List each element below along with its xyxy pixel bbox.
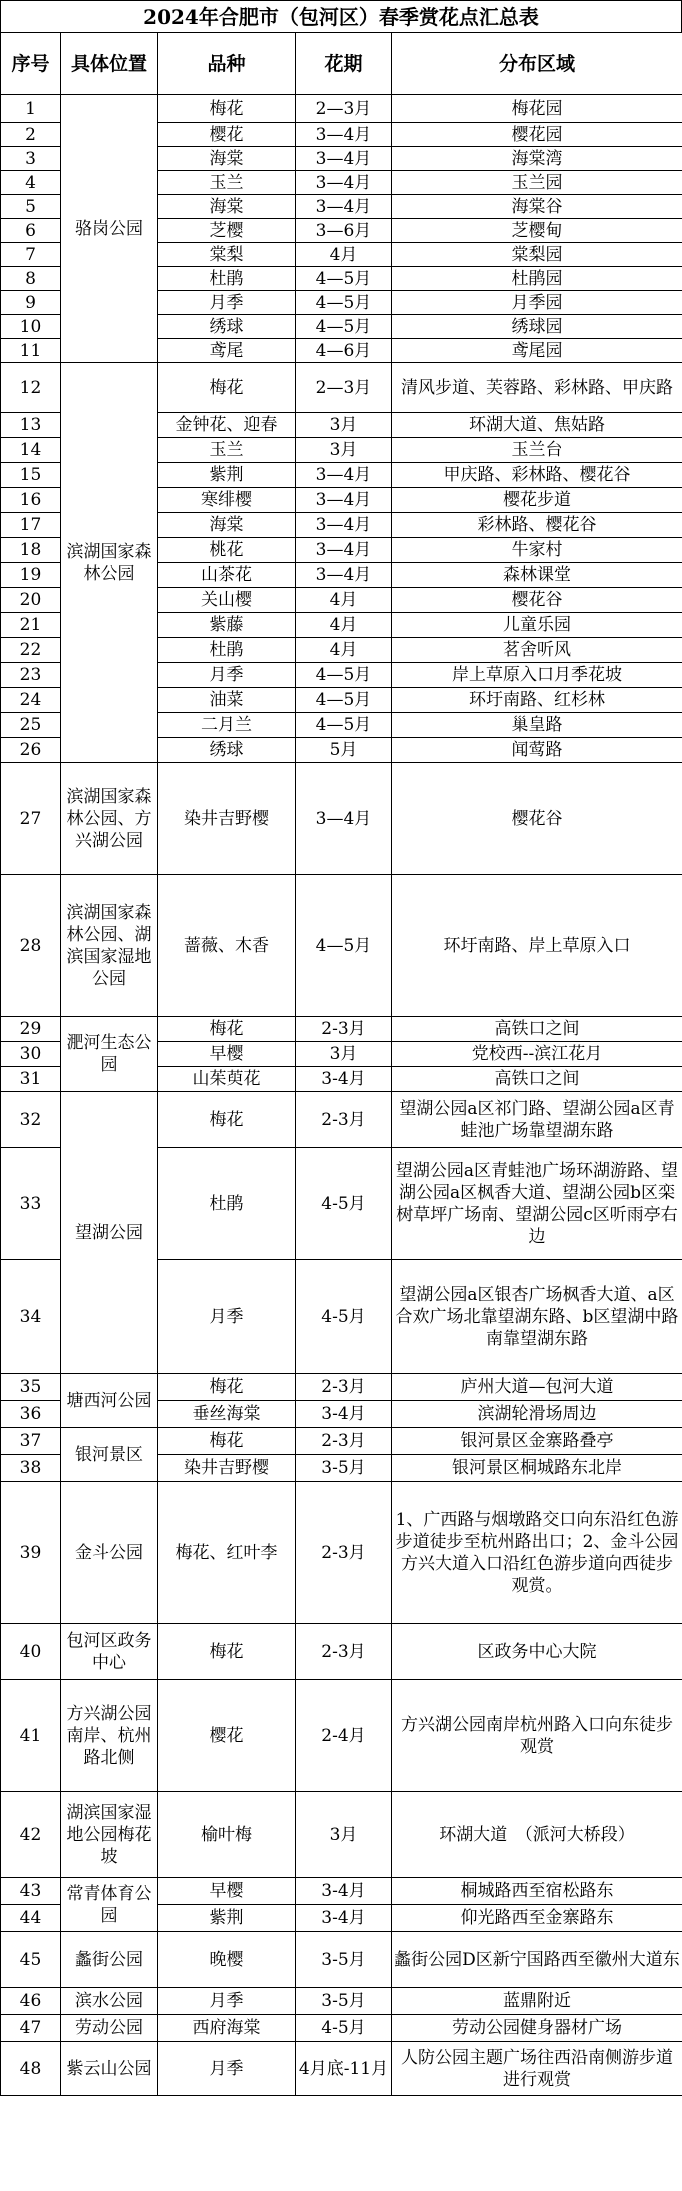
flower-cell: 紫荆 <box>158 1905 296 1932</box>
location-cell: 望湖公园 <box>61 1092 158 1374</box>
table-row <box>1 1482 682 1624</box>
flower-cell: 紫荆 <box>158 463 296 488</box>
area-cell: 银河景区金寨路叠亭 <box>392 1428 682 1455</box>
row-no: 35 <box>1 1374 61 1401</box>
row-no: 41 <box>1 1680 61 1792</box>
area-cell: 高铁口之间 <box>392 1017 682 1042</box>
area-cell: 巢皇路 <box>392 713 682 738</box>
location-cell: 紫云山公园 <box>61 2042 158 2096</box>
row-no: 38 <box>1 1455 61 1482</box>
row-no: 36 <box>1 1401 61 1428</box>
flower-cell: 染井吉野樱 <box>158 763 296 875</box>
location-cell: 银河景区 <box>61 1428 158 1482</box>
area-cell: 劳动公园健身器材广场 <box>392 2015 682 2042</box>
row-no: 3 <box>1 147 61 171</box>
row-no: 22 <box>1 638 61 663</box>
period-cell: 3-4月 <box>296 1401 392 1428</box>
period-cell: 3-4月 <box>296 1878 392 1905</box>
row-no: 34 <box>1 1260 61 1374</box>
location-cell: 方兴湖公园南岸、杭州路北侧 <box>61 1680 158 1792</box>
location-cell: 骆岗公园 <box>61 95 158 363</box>
period-cell: 5月 <box>296 738 392 763</box>
location-cell: 蠡街公园 <box>61 1932 158 1988</box>
area-cell: 森林课堂 <box>392 563 682 588</box>
row-no: 48 <box>1 2042 61 2096</box>
table-row <box>1 1374 682 1401</box>
row-no: 6 <box>1 219 61 243</box>
row-no: 11 <box>1 339 61 363</box>
period-cell: 2-3月 <box>296 1624 392 1680</box>
area-cell: 樱花谷 <box>392 763 682 875</box>
area-cell: 区政务中心大院 <box>392 1624 682 1680</box>
period-cell: 2—3月 <box>296 363 392 413</box>
flower-cell: 梅花 <box>158 1092 296 1148</box>
period-cell: 4—5月 <box>296 267 392 291</box>
location-cell: 滨湖国家森林公园、方兴湖公园 <box>61 763 158 875</box>
row-no: 42 <box>1 1792 61 1878</box>
area-cell: 仰光路西至金寨路东 <box>392 1905 682 1932</box>
area-cell: 杜鹃园 <box>392 267 682 291</box>
period-cell: 3-5月 <box>296 1932 392 1988</box>
area-cell: 茗舍听风 <box>392 638 682 663</box>
area-cell: 1、广西路与烟墩路交口向东沿红色游步道徒步至杭州路出口；2、金斗公园方兴大道入口沿红色游步道向西徒步观赏。 <box>392 1482 682 1624</box>
flower-cell: 海棠 <box>158 513 296 538</box>
flower-cell: 杜鹃 <box>158 638 296 663</box>
area-cell: 樱花谷 <box>392 588 682 613</box>
flower-spots-table <box>0 32 682 2096</box>
location-cell: 常青体育公园 <box>61 1878 158 1932</box>
period-cell: 3—4月 <box>296 171 392 195</box>
period-cell: 2-3月 <box>296 1482 392 1624</box>
table-row <box>1 1792 682 1878</box>
table-row <box>1 95 682 123</box>
period-cell: 3—4月 <box>296 488 392 513</box>
flower-cell: 海棠 <box>158 195 296 219</box>
area-cell: 桐城路西至宿松路东 <box>392 1878 682 1905</box>
row-no: 1 <box>1 95 61 123</box>
area-cell: 闻莺路 <box>392 738 682 763</box>
flower-cell: 梅花 <box>158 1017 296 1042</box>
period-cell: 4-5月 <box>296 1148 392 1260</box>
flower-cell: 晚樱 <box>158 1932 296 1988</box>
row-no: 19 <box>1 563 61 588</box>
area-cell: 望湖公园a区银杏广场枫香大道、a区合欢广场北靠望湖东路、b区望湖中路南靠望湖东路 <box>392 1260 682 1374</box>
row-no: 7 <box>1 243 61 267</box>
table-row <box>1 1680 682 1792</box>
flower-cell: 芝樱 <box>158 219 296 243</box>
area-cell: 望湖公园a区祁门路、望湖公园a区青蛙池广场靠望湖东路 <box>392 1092 682 1148</box>
area-cell: 月季园 <box>392 291 682 315</box>
period-cell: 4—5月 <box>296 315 392 339</box>
period-cell: 3—4月 <box>296 513 392 538</box>
area-cell: 甲庆路、彩林路、樱花谷 <box>392 463 682 488</box>
flower-cell: 紫藤 <box>158 613 296 638</box>
table-row <box>1 1624 682 1680</box>
row-no: 27 <box>1 763 61 875</box>
period-cell: 2-3月 <box>296 1428 392 1455</box>
flower-cell: 梅花 <box>158 1624 296 1680</box>
flower-cell: 月季 <box>158 1260 296 1374</box>
row-no: 31 <box>1 1067 61 1092</box>
flower-cell: 月季 <box>158 1988 296 2015</box>
row-no: 29 <box>1 1017 61 1042</box>
area-cell: 人防公园主题广场往西沿南侧游步道进行观赏 <box>392 2042 682 2096</box>
row-no: 33 <box>1 1148 61 1260</box>
row-no: 40 <box>1 1624 61 1680</box>
period-cell: 3月 <box>296 1042 392 1067</box>
flower-cell: 绣球 <box>158 738 296 763</box>
period-cell: 4—5月 <box>296 875 392 1017</box>
row-no: 23 <box>1 663 61 688</box>
row-no: 25 <box>1 713 61 738</box>
row-no: 37 <box>1 1428 61 1455</box>
area-cell: 樱花园 <box>392 123 682 147</box>
area-cell: 党校西--滨江花月 <box>392 1042 682 1067</box>
flower-cell: 鸢尾 <box>158 339 296 363</box>
area-cell: 樱花步道 <box>392 488 682 513</box>
area-cell: 环圩南路、红杉林 <box>392 688 682 713</box>
area-cell: 彩林路、樱花谷 <box>392 513 682 538</box>
row-no: 28 <box>1 875 61 1017</box>
period-cell: 3—4月 <box>296 195 392 219</box>
row-no: 18 <box>1 538 61 563</box>
period-cell: 2-3月 <box>296 1374 392 1401</box>
area-cell: 岸上草原入口月季花坡 <box>392 663 682 688</box>
period-cell: 3—4月 <box>296 463 392 488</box>
flower-cell: 梅花 <box>158 363 296 413</box>
location-cell: 湖滨国家湿地公园梅花坡 <box>61 1792 158 1878</box>
location-cell: 滨水公园 <box>61 1988 158 2015</box>
row-no: 15 <box>1 463 61 488</box>
row-no: 13 <box>1 413 61 438</box>
flower-cell: 玉兰 <box>158 171 296 195</box>
location-cell: 淝河生态公园 <box>61 1017 158 1092</box>
period-cell: 3—4月 <box>296 538 392 563</box>
header-period: 花期 <box>296 33 392 95</box>
flower-cell: 榆叶梅 <box>158 1792 296 1878</box>
flower-cell: 垂丝海棠 <box>158 1401 296 1428</box>
row-no: 5 <box>1 195 61 219</box>
row-no: 26 <box>1 738 61 763</box>
location-cell: 劳动公园 <box>61 2015 158 2042</box>
period-cell: 4—6月 <box>296 339 392 363</box>
area-cell: 梅花园 <box>392 95 682 123</box>
flower-cell: 樱花 <box>158 1680 296 1792</box>
flower-cell: 山茱萸花 <box>158 1067 296 1092</box>
flower-cell: 二月兰 <box>158 713 296 738</box>
row-no: 24 <box>1 688 61 713</box>
flower-cell: 山茶花 <box>158 563 296 588</box>
flower-cell: 早樱 <box>158 1878 296 1905</box>
period-cell: 4-5月 <box>296 2015 392 2042</box>
period-cell: 4月 <box>296 243 392 267</box>
area-cell: 蓝鼎附近 <box>392 1988 682 2015</box>
row-no: 47 <box>1 2015 61 2042</box>
period-cell: 4月 <box>296 638 392 663</box>
area-cell: 鸢尾园 <box>392 339 682 363</box>
flower-cell: 早樱 <box>158 1042 296 1067</box>
area-cell: 玉兰台 <box>392 438 682 463</box>
period-cell: 3—4月 <box>296 763 392 875</box>
period-cell: 4月 <box>296 613 392 638</box>
flower-cell: 绣球 <box>158 315 296 339</box>
flower-cell: 月季 <box>158 2042 296 2096</box>
table-row <box>1 1988 682 2015</box>
area-cell: 方兴湖公园南岸杭州路入口向东徒步观赏 <box>392 1680 682 1792</box>
location-cell: 包河区政务中心 <box>61 1624 158 1680</box>
header-flower: 品种 <box>158 33 296 95</box>
row-no: 8 <box>1 267 61 291</box>
area-cell: 庐州大道—包河大道 <box>392 1374 682 1401</box>
flower-cell: 桃花 <box>158 538 296 563</box>
table-row <box>1 1428 682 1455</box>
area-cell: 海棠谷 <box>392 195 682 219</box>
period-cell: 3-4月 <box>296 1905 392 1932</box>
flower-cell: 梅花、红叶李 <box>158 1482 296 1624</box>
area-cell: 清风步道、芙蓉路、彩林路、甲庆路 <box>392 363 682 413</box>
area-cell: 高铁口之间 <box>392 1067 682 1092</box>
period-cell: 3-5月 <box>296 1988 392 2015</box>
flower-cell: 梅花 <box>158 1428 296 1455</box>
area-cell: 玉兰园 <box>392 171 682 195</box>
period-cell: 4-5月 <box>296 1260 392 1374</box>
period-cell: 2-3月 <box>296 1092 392 1148</box>
area-cell: 银河景区桐城路东北岸 <box>392 1455 682 1482</box>
period-cell: 3—4月 <box>296 147 392 171</box>
flower-cell: 蔷薇、木香 <box>158 875 296 1017</box>
flower-cell: 梅花 <box>158 95 296 123</box>
flower-cell: 棠梨 <box>158 243 296 267</box>
period-cell: 4月底-11月 <box>296 2042 392 2096</box>
header-no: 序号 <box>1 33 61 95</box>
period-cell: 3-5月 <box>296 1455 392 1482</box>
area-cell: 环湖大道、焦姑路 <box>392 413 682 438</box>
row-no: 45 <box>1 1932 61 1988</box>
header-location: 具体位置 <box>61 33 158 95</box>
header-area: 分布区域 <box>392 33 682 95</box>
area-cell: 望湖公园a区青蛙池广场环湖游路、望湖公园a区枫香大道、望湖公园b区栾树草坪广场南、望湖公园c区听雨亭右边 <box>392 1148 682 1260</box>
table-row <box>1 1878 682 1905</box>
row-no: 20 <box>1 588 61 613</box>
row-no: 4 <box>1 171 61 195</box>
row-no: 43 <box>1 1878 61 1905</box>
period-cell: 3月 <box>296 438 392 463</box>
period-cell: 2-3月 <box>296 1017 392 1042</box>
flower-cell: 西府海棠 <box>158 2015 296 2042</box>
flower-cell: 油菜 <box>158 688 296 713</box>
flower-cell: 染井吉野樱 <box>158 1455 296 1482</box>
table-row <box>1 2042 682 2096</box>
table-row <box>1 875 682 1017</box>
flower-cell: 海棠 <box>158 147 296 171</box>
flower-cell: 月季 <box>158 663 296 688</box>
period-cell: 3月 <box>296 1792 392 1878</box>
period-cell: 3月 <box>296 413 392 438</box>
flower-cell: 月季 <box>158 291 296 315</box>
period-cell: 4月 <box>296 588 392 613</box>
flower-cell: 寒绯樱 <box>158 488 296 513</box>
flower-cell: 关山樱 <box>158 588 296 613</box>
table-row <box>1 763 682 875</box>
area-cell: 棠梨园 <box>392 243 682 267</box>
area-cell: 海棠湾 <box>392 147 682 171</box>
area-cell: 滨湖轮滑场周边 <box>392 1401 682 1428</box>
table-row <box>1 1017 682 1042</box>
header-row <box>1 33 682 95</box>
area-cell: 环圩南路、岸上草原入口 <box>392 875 682 1017</box>
period-cell: 3-4月 <box>296 1067 392 1092</box>
row-no: 17 <box>1 513 61 538</box>
location-cell: 金斗公园 <box>61 1482 158 1624</box>
area-cell: 蠡街公园D区新宁国路西至徽州大道东 <box>392 1932 682 1988</box>
row-no: 44 <box>1 1905 61 1932</box>
flower-cell: 玉兰 <box>158 438 296 463</box>
table-row <box>1 363 682 413</box>
flower-cell: 梅花 <box>158 1374 296 1401</box>
row-no: 12 <box>1 363 61 413</box>
table-row <box>1 1092 682 1148</box>
row-no: 2 <box>1 123 61 147</box>
row-no: 39 <box>1 1482 61 1624</box>
period-cell: 4—5月 <box>296 713 392 738</box>
period-cell: 3—4月 <box>296 123 392 147</box>
flower-cell: 杜鹃 <box>158 1148 296 1260</box>
area-cell: 绣球园 <box>392 315 682 339</box>
row-no: 14 <box>1 438 61 463</box>
area-cell: 芝樱甸 <box>392 219 682 243</box>
location-cell: 滨湖国家森林公园 <box>61 363 158 763</box>
row-no: 30 <box>1 1042 61 1067</box>
period-cell: 4—5月 <box>296 291 392 315</box>
flower-cell: 杜鹃 <box>158 267 296 291</box>
table-row <box>1 1932 682 1988</box>
area-cell: 牛家村 <box>392 538 682 563</box>
row-no: 46 <box>1 1988 61 2015</box>
period-cell: 4—5月 <box>296 663 392 688</box>
row-no: 9 <box>1 291 61 315</box>
period-cell: 3—4月 <box>296 563 392 588</box>
row-no: 21 <box>1 613 61 638</box>
row-no: 10 <box>1 315 61 339</box>
flower-cell: 金钟花、迎春 <box>158 413 296 438</box>
row-no: 16 <box>1 488 61 513</box>
period-cell: 4—5月 <box>296 688 392 713</box>
period-cell: 3—6月 <box>296 219 392 243</box>
location-cell: 滨湖国家森林公园、湖滨国家湿地公园 <box>61 875 158 1017</box>
period-cell: 2-4月 <box>296 1680 392 1792</box>
area-cell: 儿童乐园 <box>392 613 682 638</box>
table-row <box>1 2015 682 2042</box>
flower-cell: 樱花 <box>158 123 296 147</box>
period-cell: 2—3月 <box>296 95 392 123</box>
location-cell: 塘西河公园 <box>61 1374 158 1428</box>
area-cell: 环湖大道 （派河大桥段） <box>392 1792 682 1878</box>
table-title: 2024年合肥市（包河区）春季赏花点汇总表 <box>0 0 682 32</box>
row-no: 32 <box>1 1092 61 1148</box>
